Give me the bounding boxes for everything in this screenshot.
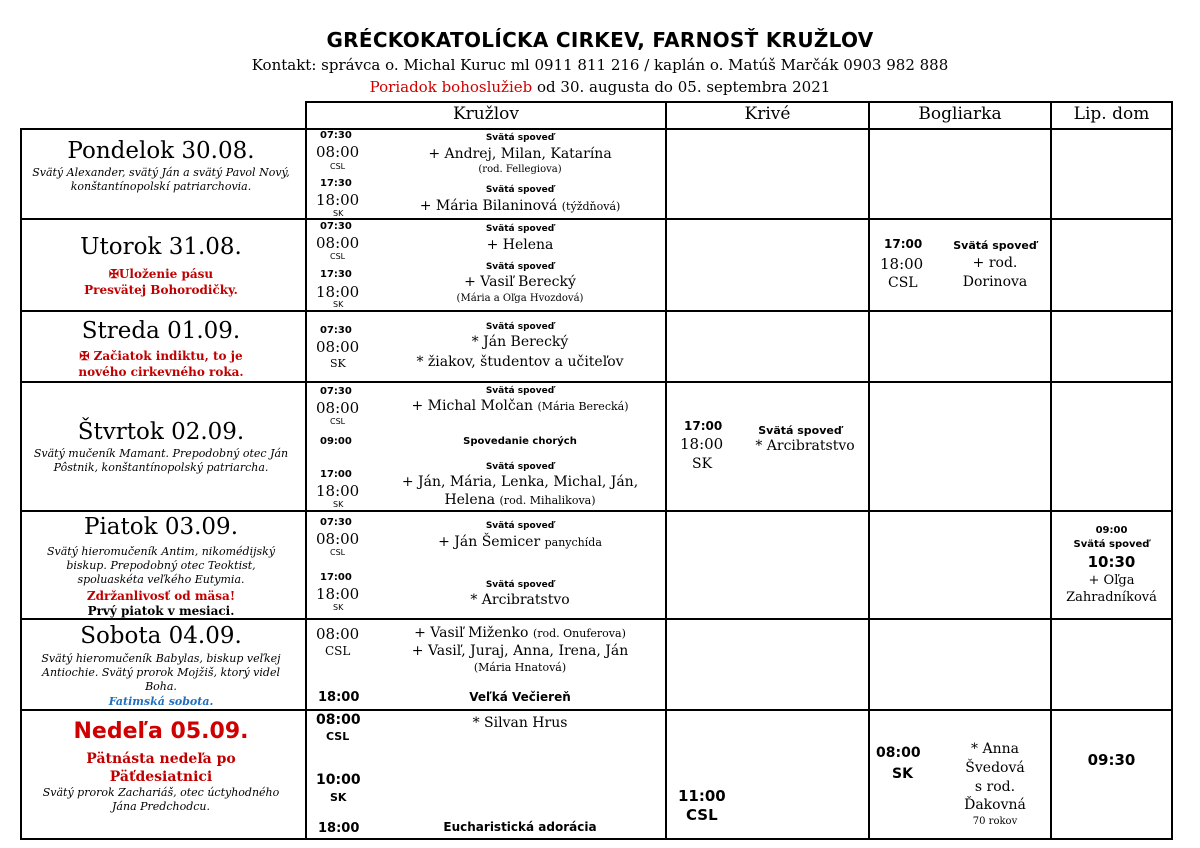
intention: s rod. xyxy=(974,779,1016,795)
intention: + Ján Šemicer panychída xyxy=(438,534,602,550)
note-first-friday: Prvý piatok v mesiaci. xyxy=(87,604,235,618)
intention: * Arcibratstvo xyxy=(755,438,855,454)
liturgy-language: CSL xyxy=(330,162,346,171)
sick-visit-label: Spovedanie chorých xyxy=(463,436,577,447)
service-time: 08:00 xyxy=(876,745,921,761)
confession-time: 07:30 xyxy=(320,517,352,528)
service-time: 18:00 xyxy=(880,255,924,273)
liturgy-language: CSL xyxy=(326,730,350,743)
sick-visit-time: 09:00 xyxy=(320,436,352,447)
confession-time: 07:30 xyxy=(320,386,352,397)
saint-monday: Svätý Alexander, svätý Ján a svätý Pavol Nový, konštantínopolskí patriarchovia. xyxy=(32,166,290,193)
liturgy-language: SK xyxy=(333,603,344,612)
service-time: 18:00 xyxy=(316,283,360,301)
service-time: 10:30 xyxy=(1087,553,1136,571)
liturgy-language: SK xyxy=(892,766,913,782)
day-saturday: Sobota 04.09. xyxy=(80,623,242,649)
intention: + Mária Bilaninová (týždňová) xyxy=(419,198,621,214)
confession-time: 07:30 xyxy=(320,221,352,232)
service-time: 18:00 xyxy=(680,435,724,453)
saint-thursday: Svätý mučeník Mamant. Prepodobný otec Ján Pôstnik, konštantínopolský patriarcha. xyxy=(33,447,289,474)
confession-label: Svätá spoveď xyxy=(485,521,555,531)
service-time: 10:00 xyxy=(316,772,361,788)
confession-label: Svätá spoveď xyxy=(485,133,555,143)
service-time: 08:00 xyxy=(316,625,360,643)
confession-label: Svätá spoveď xyxy=(485,262,555,272)
service-time: 18:00 xyxy=(318,821,360,836)
intention-note: (Mária a Oľga Hvozdová) xyxy=(456,293,584,304)
liturgy-language: SK xyxy=(333,209,344,218)
day-thursday: Štvrtok 02.09. xyxy=(77,419,245,445)
service-time: 18:00 xyxy=(316,482,360,500)
liturgy-language: SK xyxy=(330,357,346,370)
confession-label: Svätá spoveď xyxy=(485,386,555,396)
cross-icon: ✠ xyxy=(108,267,119,281)
intention: Dorinova xyxy=(962,274,1028,290)
schedule-line xyxy=(0,78,1200,96)
intention-note: 70 rokov xyxy=(972,816,1018,827)
column-header-lipdom: Lip. dom xyxy=(1073,104,1150,124)
intention: Ďakovná xyxy=(964,797,1026,813)
intention: + Ján, Mária, Lenka, Michal, Ján, xyxy=(401,474,639,490)
service-time: 11:00 xyxy=(678,787,726,805)
intention: * Ján Berecký xyxy=(471,334,569,350)
vespers-label: Veľká Večiereň xyxy=(469,690,571,704)
confession-label: Svätá spoveď xyxy=(758,424,842,437)
confession-label: Svätá spoveď xyxy=(1073,539,1150,550)
confession-time: 07:30 xyxy=(320,325,352,336)
service-time: 18:00 xyxy=(316,191,360,209)
note-fasting: Zdržanlivosť od mäsa! xyxy=(86,589,236,603)
intention: + Vasiľ Miženko (rod. Onuferova) xyxy=(414,625,626,641)
cross-icon: ✠ xyxy=(79,349,94,363)
liturgy-language: SK xyxy=(333,500,344,509)
column-header-bogliarka: Bogliarka xyxy=(918,104,1002,124)
intention-note: (rod. Fellegiova) xyxy=(478,164,562,175)
confession-time: 17:00 xyxy=(320,469,352,480)
confession-time: 17:30 xyxy=(320,178,352,189)
saint-friday: Svätý hieromučeník Antim, nikomédijský biskup. Prepodobný otec Teoktist, spoluaskéta veľkého Eutymia. xyxy=(46,545,276,586)
saint-saturday: Svätý hieromučeník Babylas, biskup veľkej Antiochie. Svätý prorok Mojžiš, ktorý videl Boha. xyxy=(41,652,281,693)
intention: + Andrej, Milan, Katarína xyxy=(428,146,612,162)
service-time: 08:00 xyxy=(316,399,360,417)
confession-label: Svätá spoveď xyxy=(485,462,555,472)
liturgy-language: SK xyxy=(692,456,713,472)
note-fatima: Fatimská sobota. xyxy=(108,695,214,708)
feast-wednesday: ✠ Začiatok indiktu, to je nového cirkevného roka. xyxy=(78,349,244,379)
page-title: GRÉCKOKATOLÍCKA CIRKEV, FARNOSŤ KRUŽLOV xyxy=(326,28,874,52)
day-friday: Piatok 03.09. xyxy=(83,514,239,540)
day-monday: Pondelok 30.08. xyxy=(67,138,255,164)
liturgy-language: CSL xyxy=(330,252,346,261)
column-header-kruzlov: Kružlov xyxy=(452,104,519,124)
adoration-label: Eucharistická adorácia xyxy=(443,820,597,834)
confession-time: 17:00 xyxy=(320,572,352,583)
confession-label: Svätá spoveď xyxy=(485,224,555,234)
confession-time: 07:30 xyxy=(320,130,352,141)
intention: + Helena xyxy=(486,237,554,253)
service-time: 18:00 xyxy=(318,690,360,705)
column-header-krive: Krivé xyxy=(744,104,791,124)
intention: Helena (rod. Mihalikova) xyxy=(444,492,596,508)
liturgy-language: CSL xyxy=(888,275,918,291)
intention: + Oľga xyxy=(1088,573,1135,588)
liturgy-language: CSL xyxy=(686,806,718,824)
confession-label: Svätá spoveď xyxy=(485,185,555,195)
confession-label: Svätá spoveď xyxy=(485,322,555,332)
service-time: 18:00 xyxy=(316,585,360,603)
liturgy-language: CSL xyxy=(330,548,346,557)
feast-tuesday: ✠Uloženie pásu Presvätej Bohorodičky. xyxy=(84,267,238,297)
confession-time: 17:00 xyxy=(684,419,723,433)
intention: + rod. xyxy=(972,255,1018,271)
schedule-dates: od 30. augusta do 05. septembra 2021 xyxy=(532,78,831,96)
service-time: 08:00 xyxy=(316,338,360,356)
liturgy-language: SK xyxy=(333,300,344,309)
service-time: 08:00 xyxy=(316,143,360,161)
intention: + Michal Molčan (Mária Berecká) xyxy=(411,398,629,414)
liturgy-language: SK xyxy=(330,791,347,804)
intention: Švedová xyxy=(965,760,1025,776)
intention: * Anna xyxy=(971,741,1019,757)
confession-time: 17:00 xyxy=(884,237,923,251)
saint-sunday: Svätý prorok Zachariáš, otec úctyhodného Jána Predchodcu. xyxy=(42,786,280,813)
confession-label: Svätá spoveď xyxy=(953,239,1037,252)
confession-time: 17:30 xyxy=(320,269,352,280)
intention-note: (Mária Hnatová) xyxy=(473,661,567,674)
schedule-label: Poriadok bohoslužieb xyxy=(369,78,533,96)
confession-time: 09:00 xyxy=(1095,525,1128,536)
confession-label: Svätá spoveď xyxy=(485,580,555,590)
intention: + Vasiľ Berecký xyxy=(464,274,576,290)
day-sunday: Nedeľa 05.09. xyxy=(73,719,249,744)
service-time: 08:00 xyxy=(316,234,360,252)
intention: + Vasiľ, Juraj, Anna, Irena, Ján xyxy=(411,643,629,659)
intention: * Silvan Hrus xyxy=(472,715,568,731)
intention: * Arcibratstvo xyxy=(470,592,570,608)
day-wednesday: Streda 01.09. xyxy=(81,318,241,344)
contact-line: Kontakt: správca o. Michal Kuruc ml 0911 811 216 / kaplán o. Matúš Marčák 0903 982 888 xyxy=(251,56,949,74)
day-tuesday: Utorok 31.08. xyxy=(80,234,242,260)
liturgy-language: CSL xyxy=(325,644,351,658)
service-time: 08:00 xyxy=(316,712,361,728)
intention: * žiakov, študentov a učiteľov xyxy=(416,354,624,370)
intention: Zahradníková xyxy=(1066,590,1157,605)
feast-sunday: Pätnásta nedeľa po Päťdesiatnici xyxy=(86,751,236,785)
liturgy-language: CSL xyxy=(330,417,346,426)
service-time: 08:00 xyxy=(316,530,360,548)
service-time: 09:30 xyxy=(1087,751,1136,769)
